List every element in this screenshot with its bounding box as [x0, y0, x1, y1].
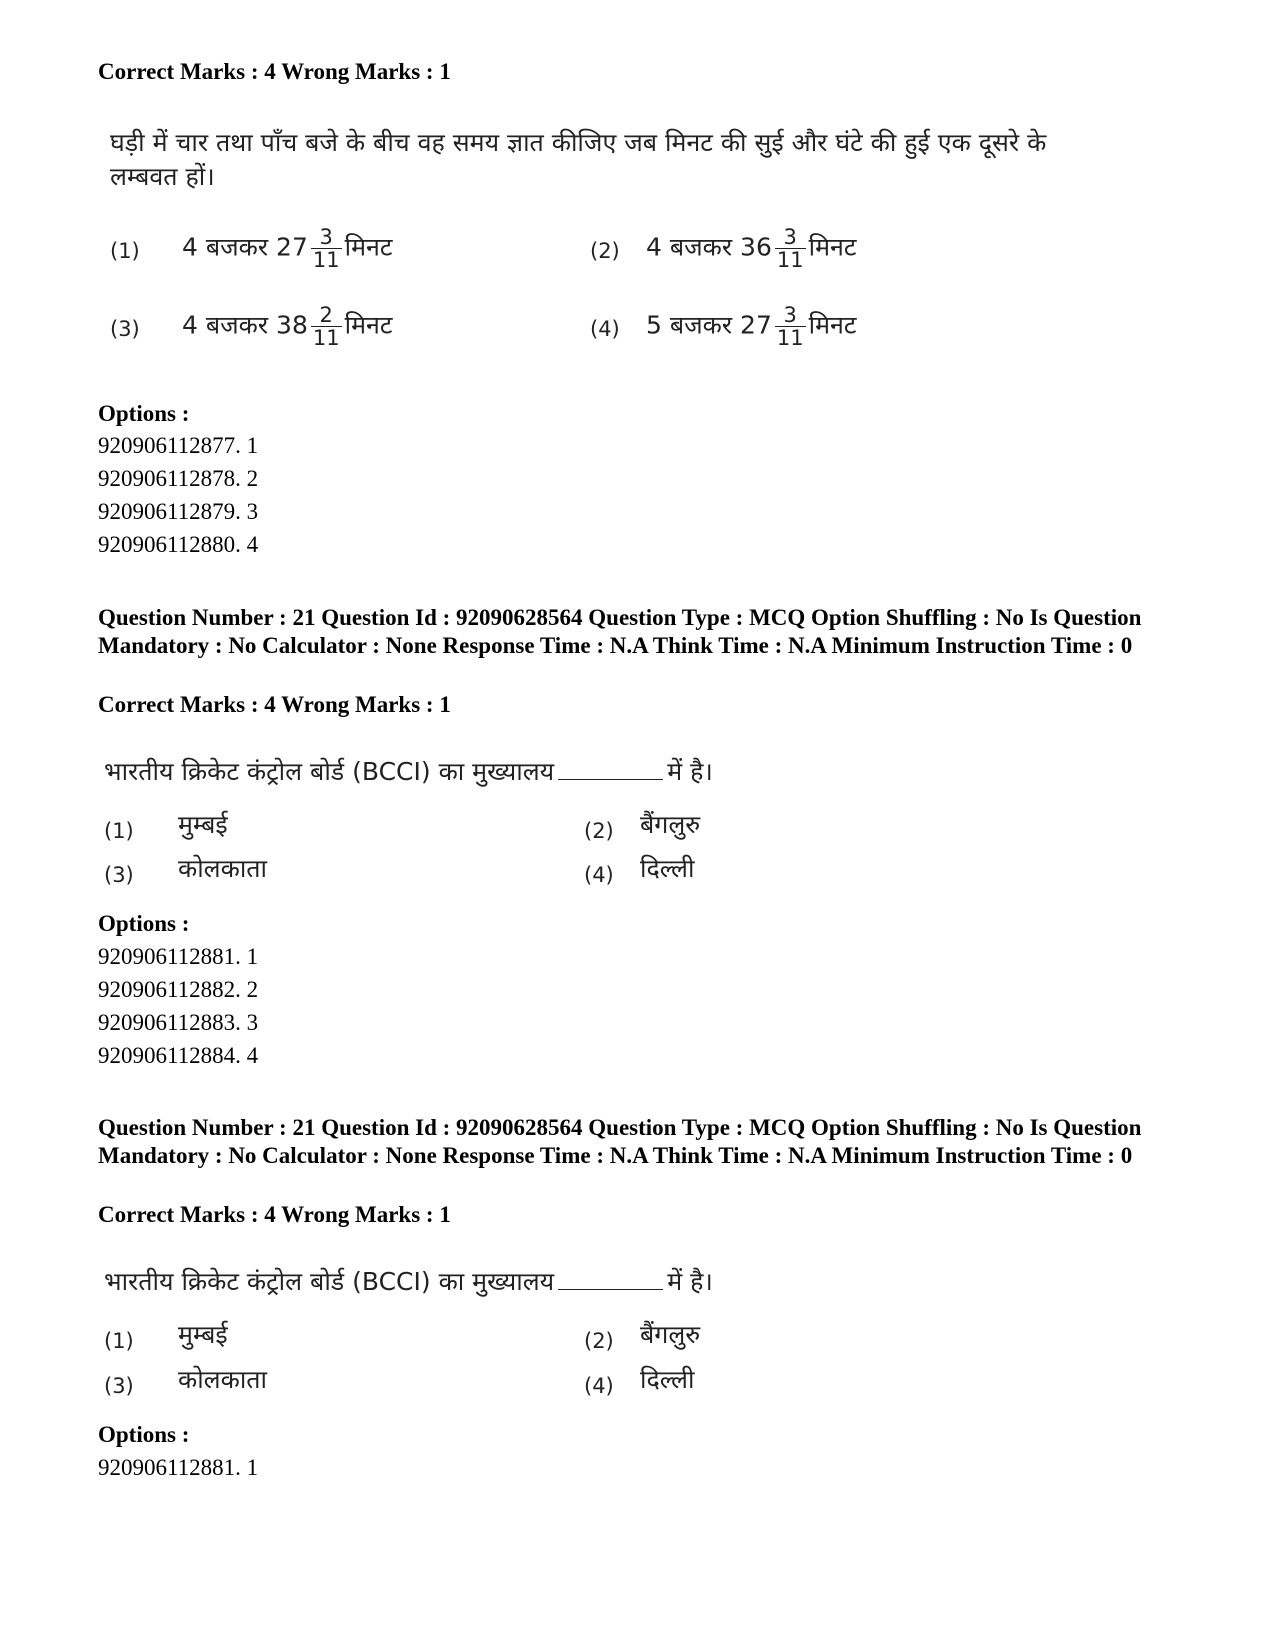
choice-number: (1) — [110, 239, 140, 263]
fraction: $\frac{3}{11}$ — [776, 303, 804, 350]
answer-blank — [558, 759, 663, 780]
choice-text: 4 बजकर 27 $\frac{3}{11}$ मिनट — [182, 225, 393, 272]
option-id: 920906112879. 3 — [98, 499, 259, 524]
option-id: 920906112881. 1 — [98, 944, 259, 969]
choice-text: दिल्ली — [640, 1365, 695, 1394]
choice-text: मुम्बई — [178, 1320, 228, 1349]
option-id: 920906112878. 2 — [98, 466, 259, 491]
fraction: $\frac{3}{11}$ — [776, 225, 804, 272]
fraction: $\frac{2}{11}$ — [312, 303, 340, 350]
choice-text: मुम्बई — [178, 810, 228, 839]
choice-text: बैंगलुरु — [640, 1320, 701, 1349]
option-id: 920906112877. 1 — [98, 433, 259, 458]
choice-number: (2) — [590, 239, 620, 263]
option-id: 920906112880. 4 — [98, 532, 259, 557]
question-text: भारतीय क्रिकेट कंट्रोल बोर्ड (BCCI) का मुख्यालय में है। — [104, 1267, 713, 1296]
question-text: घड़ी में चार तथा पाँच बजे के बीच वह समय ज्ञात कीजिए जब मिनट की सुई और घंटे की हुई एक दूसरे के लम्बवत हों। — [110, 128, 1047, 191]
choice-number: (1) — [104, 819, 134, 843]
choice-text: कोलकाता — [178, 854, 268, 883]
options-heading: Options : — [98, 401, 190, 426]
options-heading: Options : — [98, 1422, 190, 1447]
choice-number: (2) — [584, 1329, 614, 1353]
fraction: $\frac{3}{11}$ — [312, 225, 340, 272]
marks-line: Correct Marks : 4 Wrong Marks : 1 — [98, 692, 451, 717]
answer-blank — [558, 1269, 663, 1290]
marks-line: Correct Marks : 4 Wrong Marks : 1 — [98, 1202, 451, 1227]
marks-line: Correct Marks : 4 Wrong Marks : 1 — [98, 59, 451, 84]
choice-number: (4) — [590, 317, 620, 341]
options-heading: Options : — [98, 911, 190, 936]
choice-number: (1) — [104, 1329, 134, 1353]
choice-number: (2) — [584, 819, 614, 843]
choice-text: 4 बजकर 36 $\frac{3}{11}$ मिनट — [646, 225, 857, 272]
option-id: 920906112883. 3 — [98, 1010, 259, 1035]
question-meta: Question Number : 21 Question Id : 92090628564 Question Type : MCQ Option Shuffling : No Is Question Mandatory : No Calculator : None Response Time : N.A Think Time : N.A Minimum Instruction Time : 0 — [98, 1115, 1142, 1168]
choice-text: दिल्ली — [640, 854, 695, 883]
choice-number: (3) — [104, 863, 134, 887]
choice-number: (4) — [584, 1374, 614, 1398]
choice-number: (4) — [584, 863, 614, 887]
choice-number: (3) — [104, 1374, 134, 1398]
choice-number: (3) — [110, 317, 140, 341]
question-text: भारतीय क्रिकेट कंट्रोल बोर्ड (BCCI) का मुख्यालय में है। — [104, 757, 713, 786]
choice-text: बैंगलुरु — [640, 810, 701, 839]
choice-text: 5 बजकर 27 $\frac{3}{11}$ मिनट — [646, 303, 857, 350]
option-id: 920906112881. 1 — [98, 1455, 259, 1480]
option-id: 920906112884. 4 — [98, 1043, 259, 1068]
choice-text: कोलकाता — [178, 1365, 268, 1394]
choice-text: 4 बजकर 38 $\frac{2}{11}$ मिनट — [182, 303, 393, 350]
question-meta: Question Number : 21 Question Id : 92090628564 Question Type : MCQ Option Shuffling : No Is Question Mandatory : No Calculator : None Response Time : N.A Think Time : N.A Minimum Instruction Time : 0 — [98, 605, 1142, 658]
option-id: 920906112882. 2 — [98, 977, 259, 1002]
